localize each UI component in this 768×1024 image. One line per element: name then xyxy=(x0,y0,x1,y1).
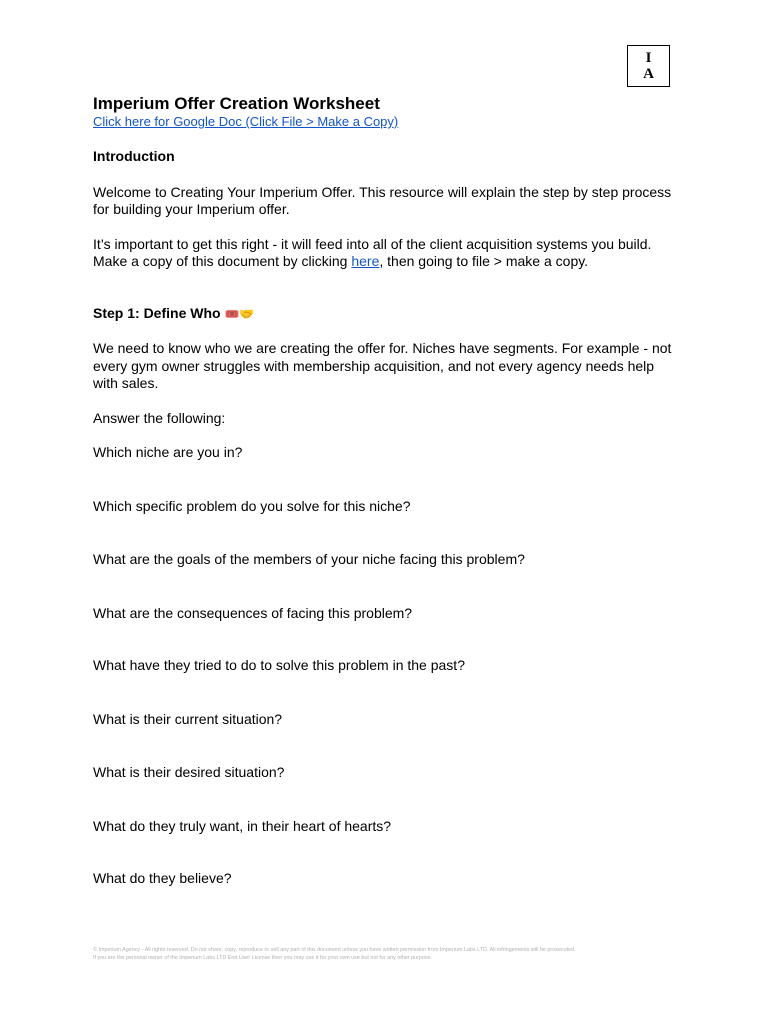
answer-prompt: Answer the following: xyxy=(93,409,226,426)
make-copy-link[interactable]: here xyxy=(351,253,380,269)
intro-paragraph-2-text-end: , then going to file > make a copy. xyxy=(379,253,589,269)
copyright-footer xyxy=(93,946,678,962)
question-niche: Which niche are you in? xyxy=(93,444,243,460)
question-true-want: What do they truly want, in their heart of hearts? xyxy=(93,817,392,834)
footer-line-1: © Imperium Agency - All rights reserved. Do not share, copy, reproduce or sell any part of this document unless you have written permission from Imperium Labs LTD. All infringements will be prosecuted. xyxy=(93,947,576,953)
page-title: Imperium Offer Creation Worksheet xyxy=(93,94,380,113)
footer-line-2: If you are the personal owner of the Imperium Labs LTD End User License then you may use it for your own use but not for any other purpose. xyxy=(93,955,433,961)
introduction-heading: Introduction xyxy=(93,148,175,164)
question-consequences: What are the consequences of facing this problem? xyxy=(93,604,413,621)
question-goals: What are the goals of the members of your niche facing this problem? xyxy=(93,551,525,567)
intro-paragraph-1: Welcome to Creating Your Imperium Offer. This resource will explain the step by step process for building your Imperium offer. xyxy=(93,183,672,217)
logo-letter-a: A xyxy=(643,66,654,82)
logo xyxy=(627,45,670,87)
document-body xyxy=(93,93,678,888)
question-past-attempts: What have they tried to do to solve this problem in the past? xyxy=(93,657,465,673)
step1-heading xyxy=(93,305,678,324)
intro-paragraph-2 xyxy=(93,236,678,271)
question-beliefs: What do they believe? xyxy=(93,870,232,886)
question-problem: Which specific problem do you solve for this niche? xyxy=(93,497,411,514)
google-doc-link[interactable]: Click here for Google Doc (Click File > Make a Copy) xyxy=(93,114,399,129)
logo-letter-i: I xyxy=(645,50,652,66)
step1-heading-text: Step 1: Define Who xyxy=(93,304,221,321)
question-current-situation: What is their current situation? xyxy=(93,710,283,727)
question-desired-situation: What is their desired situation? xyxy=(93,764,285,780)
step1-paragraph: We need to know who we are creating the offer for. Niches have segments. For example - not every gym owner struggles with membership acquisition, and not every agency needs help with sales. xyxy=(93,340,672,391)
intro-paragraph-2-text: It’s important to get this right - it will feed into all of the client acquisition systems you build. Make a copy of this document by clicking xyxy=(93,235,652,269)
ticket-handshake-icon: 🎟️🤝 xyxy=(224,306,255,321)
